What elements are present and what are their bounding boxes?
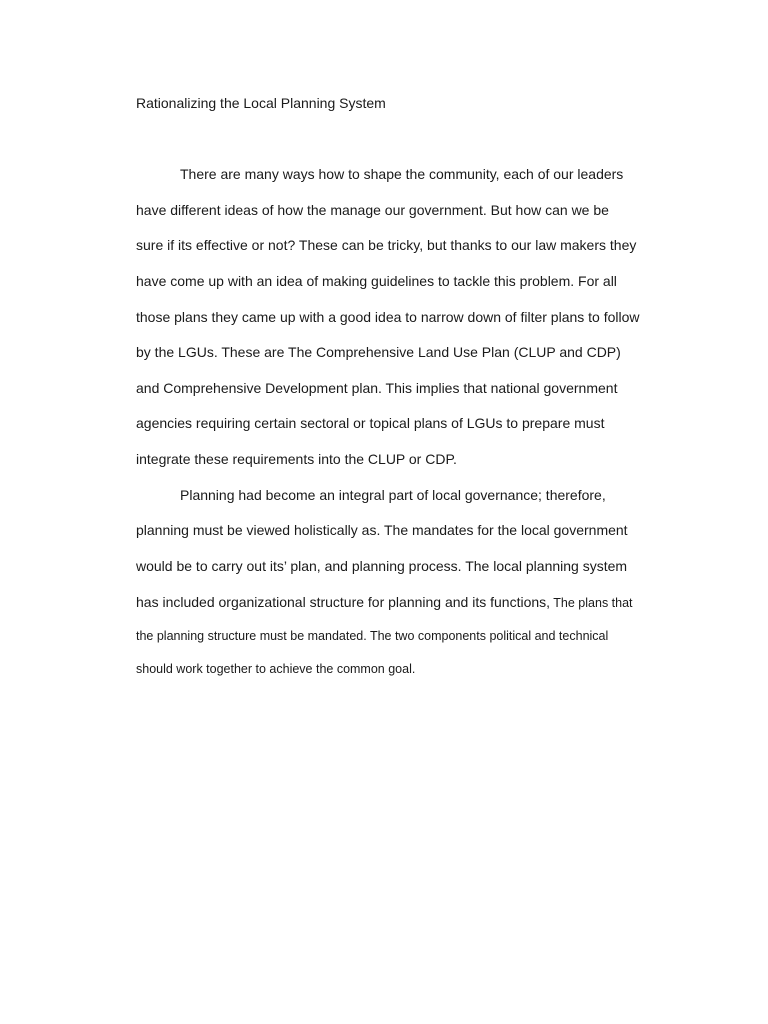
paragraph-1-line-6: by the LGUs. These are The Comprehensive Land Use Plan (CLUP and CDP) — [136, 344, 621, 360]
paragraph-1-line-7: and Comprehensive Development plan. This implies that national government — [136, 380, 618, 396]
paragraph-1-line-2: have different ideas of how the manage our government. But how can we be — [136, 202, 609, 218]
paragraph-1-line-4: have come up with an idea of making guidelines to tackle this problem. For all — [136, 273, 617, 289]
paragraph-2-line-4 — [136, 593, 633, 612]
paragraph-2-line-4-main: has included organizational structure for planning and its functions, — [136, 594, 551, 610]
paragraph-1-line-1: There are many ways how to shape the community, each of our leaders — [180, 166, 624, 182]
paragraph-1-line-3: sure if its effective or not? These can be tricky, but thanks to our law makers they — [136, 237, 637, 253]
paragraph-2-line-2: planning must be viewed holistically as. The mandates for the local government — [136, 522, 628, 538]
paragraph-2-line-3: would be to carry out its’ plan, and planning process. The local planning system — [136, 558, 628, 574]
paragraph-1-line-9: integrate these requirements into the CLUP or CDP. — [136, 451, 457, 467]
paragraph-1-line-5: those plans they came up with a good idea to narrow down of filter plans to follow — [136, 309, 640, 325]
paragraph-2-line-5: the planning structure must be mandated. The two components political and technical — [136, 629, 609, 643]
paragraph-2-line-4-tail: The plans that — [550, 596, 633, 610]
document-title: Rationalizing the Local Planning System — [136, 95, 386, 111]
paragraph-2-line-1: Planning had become an integral part of local governance; therefore, — [180, 487, 606, 503]
paragraph-2-line-6: should work together to achieve the common goal. — [136, 662, 416, 676]
paragraph-1-line-8: agencies requiring certain sectoral or topical plans of LGUs to prepare must — [136, 415, 605, 431]
